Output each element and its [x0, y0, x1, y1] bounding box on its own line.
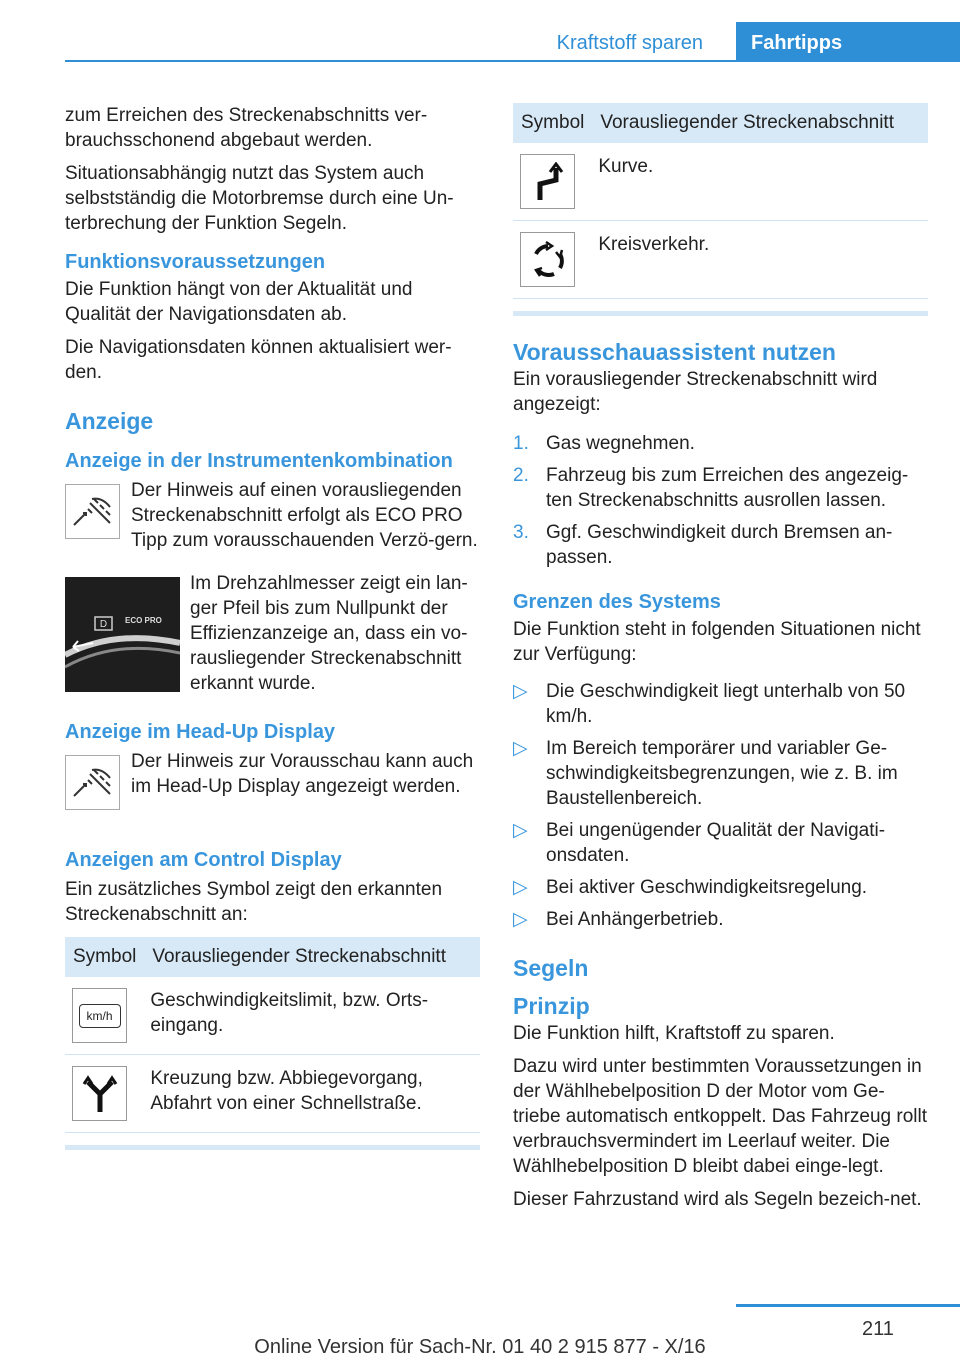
page-header — [0, 0, 960, 62]
figure-eco-pro-hint — [65, 478, 480, 553]
chapter-tab: Fahrtipps — [736, 22, 960, 62]
roundabout-icon — [520, 232, 575, 287]
paragraph: Der Hinweis zur Vorausschau kann auch im Head-Up Display angezeigt werden. — [131, 751, 474, 797]
section-cell: Geschwindigkeitslimit, bzw. Orts-eingang. — [144, 977, 480, 1055]
paragraph: zum Erreichen des Streckenabschnitts ver-brauchsschonend abgebaut werden. — [65, 105, 428, 151]
header-rule — [65, 60, 960, 62]
bullet-marker: ▷ — [513, 820, 528, 841]
paragraph: Ein vorausliegender Streckenabschnitt wird angezeigt: — [513, 369, 878, 415]
paragraph: Situationsabhängig nutzt das System auch selbstständig die Motorbremse durch eine Un-terbrechung der Funktion Segeln. — [65, 163, 454, 234]
step-number: 1. — [513, 433, 529, 454]
column-header-section: Vorausliegender Streckenabschnitt — [592, 103, 928, 143]
figure-hud-hint — [65, 749, 480, 810]
list-item — [513, 875, 928, 900]
step-number: 2. — [513, 465, 529, 486]
heading-control-display: Anzeigen am Control Display — [65, 849, 342, 871]
list-item — [513, 431, 928, 456]
list-item — [513, 818, 928, 868]
paragraph: Die Funktion steht in folgenden Situationen nicht zur Verfügung: — [513, 619, 921, 665]
gauge-mode-label: ECO PRO — [125, 616, 162, 625]
table-header-row — [65, 937, 480, 977]
symbol-cell — [513, 221, 592, 299]
symbol-cell — [513, 143, 592, 221]
eco-pro-hint-icon — [65, 484, 120, 539]
left-column — [65, 103, 480, 1150]
heading-instrumentenkombination: Anzeige in der Instrumentenkombination — [65, 450, 453, 472]
list-item — [513, 463, 928, 513]
paragraph: Dazu wird unter bestimmten Voraussetzungen in der Wählhebelposition D der Motor vom Ge-triebe automatisch entkoppelt. Das Fahrzeug rollt verbrauchsvermindert im Leerlauf weiter. Die Wählhebelposition D bleibt dabei einge-legt. — [513, 1056, 927, 1177]
symbol-cell — [65, 1055, 144, 1133]
section-cell: Kurve. — [592, 143, 928, 221]
hud-hint-icon — [65, 755, 120, 810]
list-item — [513, 520, 928, 570]
paragraph: Dieser Fahrzustand wird als Segeln bezeich-net. — [513, 1189, 922, 1210]
bullet-marker: ▷ — [513, 909, 528, 930]
page-footer — [0, 1318, 960, 1362]
bullet-marker: ▷ — [513, 877, 528, 898]
table-header-row — [513, 103, 928, 143]
section-cell: Kreuzung bzw. Abbiegevorgang, Abfahrt von einer Schnellstraße. — [144, 1055, 480, 1133]
symbol-cell — [65, 977, 144, 1055]
heading-segeln: Segeln — [513, 955, 589, 981]
online-version-note: Online Version für Sach-Nr. 01 40 2 915 877 - X/16 — [254, 1336, 706, 1358]
paragraph: Ein zusätzliches Symbol zeigt den erkannten Streckenabschnitt an: — [65, 879, 443, 925]
column-header-symbol: Symbol — [513, 103, 592, 143]
table-row — [65, 1055, 480, 1133]
steps-list — [513, 431, 928, 570]
heading-funktionsvoraussetzungen: Funktionsvoraussetzungen — [65, 251, 326, 273]
heading-anzeige: Anzeige — [65, 408, 154, 434]
figure-tachometer — [65, 571, 480, 696]
right-column — [513, 103, 928, 1220]
curve-icon — [520, 154, 575, 209]
bullet-text: Bei ungenügender Qualität der Navigati-onsdaten. — [546, 820, 886, 866]
table-row — [65, 977, 480, 1055]
symbol-table-right — [513, 103, 928, 299]
table-row — [513, 221, 928, 299]
heading-head-up-display: Anzeige im Head-Up Display — [65, 721, 336, 743]
table-end-bar — [513, 311, 928, 316]
efficiency-gauge-image — [65, 577, 180, 692]
paragraph: Der Hinweis auf einen vorausliegenden Streckenabschnitt erfolgt als ECO PRO Tipp zum vorausschauenden Verzö-gern. — [131, 480, 478, 551]
heading-grenzen: Grenzen des Systems — [513, 591, 721, 613]
heading-prinzip: Prinzip — [513, 993, 590, 1019]
gauge-gear-label: D — [99, 619, 108, 630]
paragraph: Die Navigationsdaten können aktualisiert wer-den. — [65, 337, 452, 383]
bullet-marker: ▷ — [513, 681, 528, 702]
kmh-sign-label: km/h — [79, 1004, 121, 1028]
bullet-text: Die Geschwindigkeit liegt unterhalb von 50 km/h. — [546, 681, 906, 727]
kmh-sign-icon — [72, 988, 127, 1043]
step-text: Fahrzeug bis zum Erreichen des angezeig-ten Streckenabschnitts ausrollen lassen. — [546, 465, 909, 511]
junction-icon — [72, 1066, 127, 1121]
column-header-section: Vorausliegender Streckenabschnitt — [144, 937, 480, 977]
step-number: 3. — [513, 522, 529, 543]
column-header-symbol: Symbol — [65, 937, 144, 977]
symbol-table-left — [65, 937, 480, 1133]
section-cell: Kreisverkehr. — [592, 221, 928, 299]
footer-rule — [736, 1304, 960, 1307]
step-text: Ggf. Geschwindigkeit durch Bremsen an-passen. — [546, 522, 893, 568]
heading-vorausschauassistent-nutzen: Vorausschauassistent nutzen — [513, 339, 836, 365]
list-item — [513, 679, 928, 729]
bullet-marker: ▷ — [513, 738, 528, 759]
bullet-text: Im Bereich temporärer und variabler Ge-schwindigkeitsbegrenzungen, wie z. B. im Baustellenbereich. — [546, 738, 898, 809]
step-text: Gas wegnehmen. — [546, 433, 695, 454]
bullet-text: Bei Anhängerbetrieb. — [546, 909, 724, 930]
list-item — [513, 907, 928, 932]
paragraph: Die Funktion hängt von der Aktualität und Qualität der Navigationsdaten ab. — [65, 279, 413, 325]
paragraph: Die Funktion hilft, Kraftstoff zu sparen. — [513, 1023, 835, 1044]
section-title: Kraftstoff sparen — [556, 32, 703, 54]
table-row — [513, 143, 928, 221]
list-item — [513, 736, 928, 811]
paragraph: Im Drehzahlmesser zeigt ein lan-ger Pfeil bis zum Nullpunkt der Effizienzanzeige an, dass ein vo-rausliegender Streckenabschnitt erkannt wurde. — [190, 573, 468, 694]
table-end-bar — [65, 1145, 480, 1150]
page-number: 211 — [862, 1318, 894, 1340]
bullet-text: Bei aktiver Geschwindigkeitsregelung. — [546, 877, 868, 898]
limits-list — [513, 679, 928, 932]
